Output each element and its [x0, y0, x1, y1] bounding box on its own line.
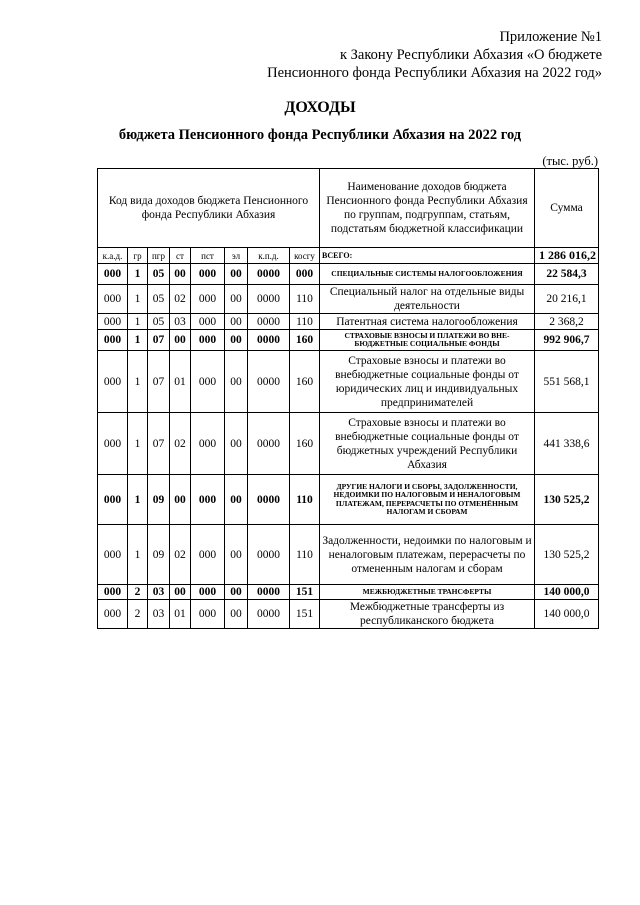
- code-cell: 000: [98, 413, 128, 475]
- col-st: ст: [170, 248, 191, 264]
- code-cell: 07: [148, 330, 170, 351]
- total-label: ВСЕГО:: [320, 248, 535, 264]
- code-cell: 000: [191, 525, 225, 585]
- appendix-line: Приложение №1: [499, 29, 602, 45]
- code-cell: 07: [148, 413, 170, 475]
- code-cell: 000: [98, 351, 128, 413]
- amount-cell: 130 525,2: [535, 525, 599, 585]
- document-title: ДОХОДЫ: [284, 99, 356, 116]
- code-cell: 00: [170, 475, 191, 525]
- code-cell: 110: [290, 525, 320, 585]
- code-cell: 00: [225, 585, 248, 600]
- revenue-name-cell: Задолженности, недоимки по налоговым и неналоговым платежам, перерасчеты по отмененным налогам и сборам: [320, 525, 535, 585]
- code-cell: 03: [148, 585, 170, 600]
- code-cell: 2: [128, 585, 148, 600]
- code-cell: 000: [98, 314, 128, 330]
- code-cell: 1: [128, 285, 148, 314]
- code-cell: 01: [170, 600, 191, 629]
- code-cell: 0000: [248, 475, 290, 525]
- revenue-name-cell: Патентная система налогообложения: [320, 314, 535, 330]
- col-pst: пст: [191, 248, 225, 264]
- amount-cell: 992 906,7: [535, 330, 599, 351]
- revenue-name-cell: СТРАХОВЫЕ ВЗНОСЫ И ПЛАТЕЖИ ВО ВНЕ-БЮДЖЕТНЫЕ СОЦИАЛЬНЫЕ ФОНДЫ: [320, 330, 535, 351]
- code-cell: 1: [128, 475, 148, 525]
- code-cell: 000: [191, 264, 225, 285]
- code-cell: 000: [191, 475, 225, 525]
- code-cell: 000: [98, 285, 128, 314]
- code-cell: 1: [128, 351, 148, 413]
- code-cell: 1: [128, 314, 148, 330]
- code-cell: 2: [128, 600, 148, 629]
- code-cell: 000: [98, 585, 128, 600]
- code-cell: 00: [225, 314, 248, 330]
- code-cell: 000: [191, 600, 225, 629]
- table-row: [98, 475, 599, 525]
- code-cell: 00: [225, 475, 248, 525]
- amount-cell: 22 584,3: [535, 264, 599, 285]
- amount-cell: 140 000,0: [535, 585, 599, 600]
- column-code-row: [98, 248, 599, 264]
- code-cell: 000: [191, 314, 225, 330]
- table-row: [98, 264, 599, 285]
- code-header: Код вида доходов бюджета Пенсионного фонда Республики Абхазия: [98, 169, 320, 248]
- code-cell: 000: [98, 475, 128, 525]
- amount-cell: 551 568,1: [535, 351, 599, 413]
- code-cell: 0000: [248, 330, 290, 351]
- code-cell: 160: [290, 330, 320, 351]
- code-cell: 00: [225, 285, 248, 314]
- revenue-name-cell: ДРУГИЕ НАЛОГИ И СБОРЫ, ЗАДОЛЖЕННОСТИ, НЕДОИМКИ ПО НАЛОГОВЫМ И НЕНАЛОГОВЫМ ПЛАТЕЖАМ, ПЕРЕРАСЧЕТЫ ПО ОТМЕНЁННЫМ НАЛОГАМ И СБОРАМ: [320, 475, 535, 525]
- code-cell: 02: [170, 413, 191, 475]
- document-subtitle: бюджета Пенсионного фонда Республики Абхазия на 2022 год: [118, 127, 522, 143]
- code-cell: 0000: [248, 585, 290, 600]
- code-cell: 05: [148, 314, 170, 330]
- code-cell: 0000: [248, 264, 290, 285]
- code-cell: 000: [98, 264, 128, 285]
- table-row: [98, 600, 599, 629]
- code-cell: 00: [225, 525, 248, 585]
- revenue-table: [97, 168, 599, 629]
- code-cell: 000: [191, 285, 225, 314]
- code-cell: 000: [191, 330, 225, 351]
- code-cell: 000: [191, 413, 225, 475]
- code-cell: 110: [290, 314, 320, 330]
- code-cell: 000: [290, 264, 320, 285]
- table-row: [98, 525, 599, 585]
- code-cell: 02: [170, 525, 191, 585]
- col-pgr: пгр: [148, 248, 170, 264]
- code-cell: 00: [170, 330, 191, 351]
- code-cell: 000: [191, 351, 225, 413]
- amount-cell: 441 338,6: [535, 413, 599, 475]
- amount-cell: 130 525,2: [535, 475, 599, 525]
- name-header: Наименование доходов бюджета Пенсионного фонда Республики Абхазия по группам, подгруппам, статьям, подстатьям бюджетной классификации: [320, 169, 535, 248]
- table-body: [98, 264, 599, 629]
- col-kosgu: косгу: [290, 248, 320, 264]
- revenue-name-cell: Страховые взносы и платежи во внебюджетные социальные фонды от юридических лиц и индивидуальных предпринимателей: [320, 351, 535, 413]
- code-cell: 110: [290, 285, 320, 314]
- code-cell: 00: [225, 413, 248, 475]
- code-cell: 00: [225, 330, 248, 351]
- code-cell: 1: [128, 330, 148, 351]
- code-cell: 00: [170, 585, 191, 600]
- code-cell: 09: [148, 525, 170, 585]
- code-cell: 000: [191, 585, 225, 600]
- code-cell: 00: [225, 264, 248, 285]
- revenue-name-cell: Межбюджетные трансферты из республиканского бюджета: [320, 600, 535, 629]
- code-cell: 03: [148, 600, 170, 629]
- code-cell: 1: [128, 525, 148, 585]
- appendix-note: [267, 28, 602, 82]
- table-row: [98, 285, 599, 314]
- code-cell: 151: [290, 585, 320, 600]
- code-cell: 0000: [248, 351, 290, 413]
- code-cell: 05: [148, 285, 170, 314]
- table-row: [98, 351, 599, 413]
- col-kad: к.а.д.: [98, 248, 128, 264]
- code-cell: 110: [290, 475, 320, 525]
- appendix-line: к Закону Республики Абхазия «О бюджете: [340, 47, 602, 63]
- units-label: (тыс. руб.): [542, 154, 598, 168]
- revenue-name-cell: МЕЖБЮДЖЕТНЫЕ ТРАНСФЕРТЫ: [320, 585, 535, 600]
- code-cell: 1: [128, 413, 148, 475]
- table-row: [98, 413, 599, 475]
- revenue-name-cell: Страховые взносы и платежи во внебюджетные социальные фонды от бюджетных учреждений Республики Абхазия: [320, 413, 535, 475]
- code-cell: 160: [290, 351, 320, 413]
- code-cell: 0000: [248, 413, 290, 475]
- amount-cell: 140 000,0: [535, 600, 599, 629]
- code-cell: 0000: [248, 285, 290, 314]
- code-cell: 000: [98, 330, 128, 351]
- code-cell: 0000: [248, 525, 290, 585]
- table-row: [98, 585, 599, 600]
- col-kpd: к.п.д.: [248, 248, 290, 264]
- total-amount: 1 286 016,2: [535, 248, 599, 264]
- revenue-name-cell: Специальный налог на отдельные виды деятельности: [320, 285, 535, 314]
- code-cell: 09: [148, 475, 170, 525]
- col-el: эл: [225, 248, 248, 264]
- amount-cell: 2 368,2: [535, 314, 599, 330]
- table-row: [98, 330, 599, 351]
- code-cell: 03: [170, 314, 191, 330]
- code-cell: 00: [225, 351, 248, 413]
- table-row: [98, 314, 599, 330]
- sum-header: Сумма: [535, 169, 599, 248]
- col-gr: гр: [128, 248, 148, 264]
- code-cell: 01: [170, 351, 191, 413]
- revenue-name-cell: СПЕЦИАЛЬНЫЕ СИСТЕМЫ НАЛОГООБЛОЖЕНИЯ: [320, 264, 535, 285]
- code-cell: 000: [98, 525, 128, 585]
- code-cell: 07: [148, 351, 170, 413]
- code-cell: 0000: [248, 314, 290, 330]
- code-cell: 160: [290, 413, 320, 475]
- code-cell: 000: [98, 600, 128, 629]
- amount-cell: 20 216,1: [535, 285, 599, 314]
- code-cell: 00: [225, 600, 248, 629]
- code-cell: 02: [170, 285, 191, 314]
- appendix-line: Пенсионного фонда Республики Абхазия на 2022 год»: [267, 65, 602, 81]
- code-cell: 0000: [248, 600, 290, 629]
- code-cell: 00: [170, 264, 191, 285]
- code-cell: 151: [290, 600, 320, 629]
- code-cell: 05: [148, 264, 170, 285]
- code-cell: 1: [128, 264, 148, 285]
